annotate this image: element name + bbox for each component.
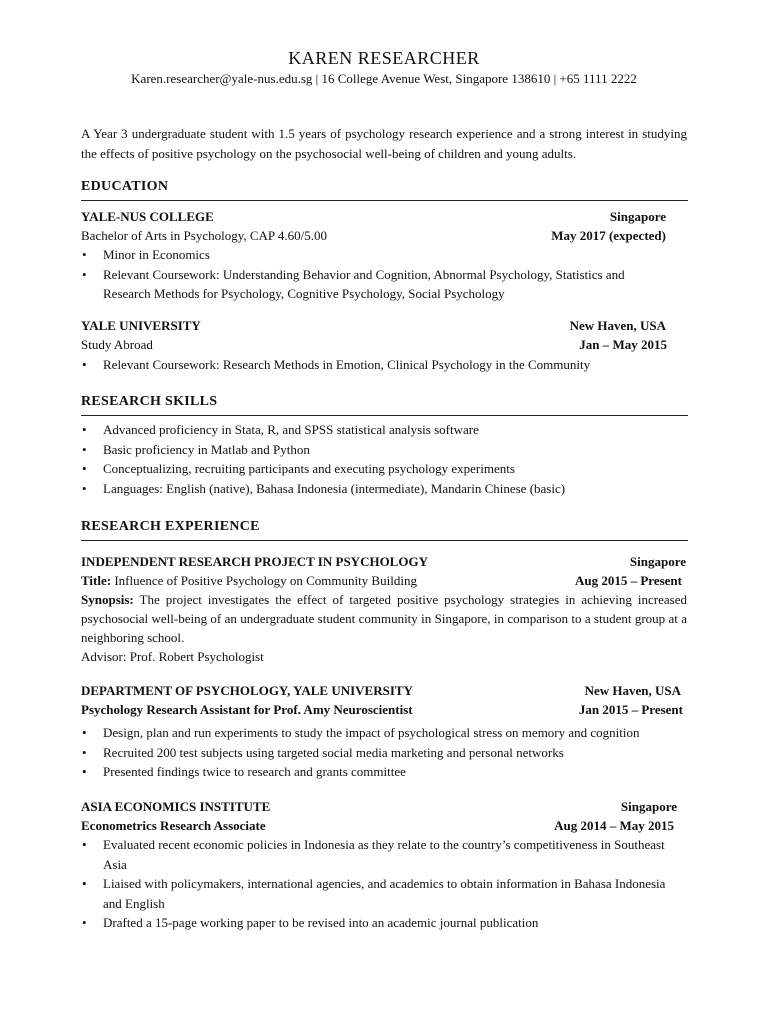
list-item: • Liaised with policymakers, international agencies, and academics to obtain information in Bahasa Indonesia and English	[81, 874, 671, 913]
education-divider	[81, 200, 688, 201]
degree-dates: May 2017 (expected)	[551, 228, 666, 243]
education-heading: EDUCATION	[81, 179, 169, 194]
experience-divider	[81, 540, 688, 541]
list-item: • Relevant Coursework: Understanding Behavior and Cognition, Abnormal Psychology, Statistics and Research Methods for Psychology, Cognitive Psychology, Social Psychology	[81, 265, 663, 304]
list-item: • Basic proficiency in Matlab and Python	[81, 440, 681, 460]
experience-heading: RESEARCH EXPERIENCE	[81, 519, 260, 534]
list-item: • Recruited 200 test subjects using targeted social media marketing and personal networks	[81, 743, 691, 763]
list-item: • Advanced proficiency in Stata, R, and SPSS statistical analysis software	[81, 420, 681, 440]
org-location: Singapore	[620, 799, 677, 814]
title-text: Influence of Positive Psychology on Community Building	[114, 573, 417, 588]
program: Study Abroad	[81, 337, 153, 352]
role-dates: Aug 2014 – May 2015	[554, 818, 674, 833]
program-dates: Jan – May 2015	[579, 337, 667, 352]
project-dates: Aug 2015 – Present	[574, 573, 682, 588]
list-item: • Evaluated recent economic policies in Indonesia as they relate to the country’s competitiveness in Southeast Asia	[81, 835, 671, 874]
resume-header	[0, 48, 768, 87]
role-title: Psychology Research Assistant for Prof. Amy Neuroscientist	[81, 702, 413, 717]
synopsis-label: Synopsis:	[81, 592, 134, 607]
role-dates: Jan 2015 – Present	[578, 702, 683, 717]
role-title: Econometrics Research Associate	[81, 818, 266, 833]
org-location: Singapore	[629, 554, 686, 569]
list-item: • Conceptualizing, recruiting participants and executing psychology experiments	[81, 459, 681, 479]
org-name: INDEPENDENT RESEARCH PROJECT IN PSYCHOLOGY	[81, 554, 428, 569]
candidate-name: KAREN RESEARCHER	[288, 48, 480, 68]
asia-bullets	[81, 835, 671, 933]
synopsis-text: The project investigates the effect of targeted positive psychology strategies in achieving increased psychosocial well-being of an undergraduate student community in Singapore, in comparison to a student group at a neighboring school.	[81, 592, 687, 645]
education-bullets-yale-nus	[81, 245, 663, 304]
list-item: • Design, plan and run experiments to study the impact of psychological stress on memory and cognition	[81, 723, 691, 743]
skills-divider	[81, 415, 688, 416]
org-name: YALE UNIVERSITY	[81, 318, 201, 333]
list-item: • Relevant Coursework: Research Methods in Emotion, Clinical Psychology in the Community	[81, 355, 681, 375]
org-name: ASIA ECONOMICS INSTITUTE	[81, 799, 271, 814]
summary-paragraph: A Year 3 undergraduate student with 1.5 years of psychology research experience and a strong interest in studying the effects of positive psychology on the psychosocial well-being of children and young adults.	[81, 126, 687, 161]
title-label: Title:	[81, 573, 112, 588]
project-title	[81, 571, 417, 590]
org-location: New Haven, USA	[584, 683, 681, 698]
org-location: Singapore	[609, 209, 666, 224]
contact-line: Karen.researcher@yale-nus.edu.sg | 16 College Avenue West, Singapore 138610 | +65 1111 2222	[131, 71, 637, 86]
list-item: • Presented findings twice to research and grants committee	[81, 762, 691, 782]
yale-bullets	[81, 723, 691, 782]
org-name: DEPARTMENT OF PSYCHOLOGY, YALE UNIVERSITY	[81, 683, 413, 698]
degree: Bachelor of Arts in Psychology, CAP 4.60/5.00	[81, 228, 328, 243]
education-bullets-yale	[81, 355, 681, 375]
list-item: • Minor in Economics	[81, 245, 663, 265]
org-location: New Haven, USA	[569, 318, 666, 333]
advisor-text: Advisor: Prof. Robert Psychologist	[81, 649, 264, 664]
skills-list	[81, 420, 681, 498]
org-name: YALE-NUS COLLEGE	[81, 209, 214, 224]
list-item: • Drafted a 15-page working paper to be revised into an academic journal publication	[81, 913, 671, 933]
list-item: • Languages: English (native), Bahasa Indonesia (intermediate), Mandarin Chinese (basic)	[81, 479, 681, 499]
skills-heading: RESEARCH SKILLS	[81, 394, 218, 409]
project-synopsis	[81, 590, 687, 647]
